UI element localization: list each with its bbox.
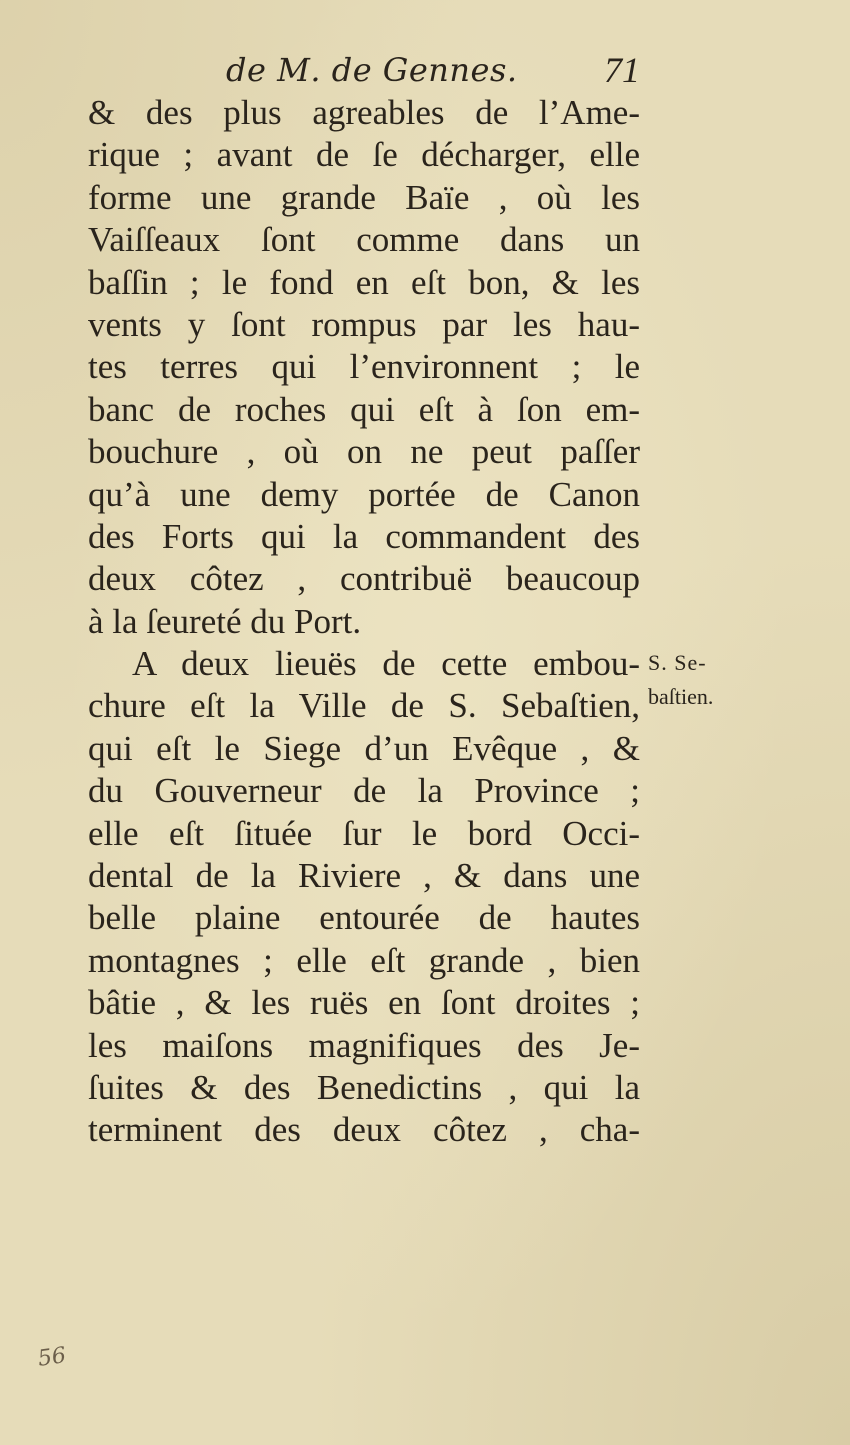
body-text <box>88 92 640 1152</box>
text-line: elle eſt ſituée ſur le bord Occi- <box>88 813 640 853</box>
paragraph-end-line: à la ſeureté du Port. <box>88 601 362 641</box>
text-line: banc de roches qui eſt à ſon em- <box>88 389 640 429</box>
page-number: 71 <box>604 50 640 90</box>
text-line: qu’à une demy portée de Canon <box>88 474 640 514</box>
marginal-note-line: baſtien. <box>648 684 714 709</box>
text-line: qui eſt le Siege d’un Evêque , & <box>88 728 640 768</box>
text-line: & des plus agreables de l’Ame- <box>88 93 640 132</box>
text-line: des Forts qui la commandent des <box>88 516 640 556</box>
marginal-note-line: S. Se- <box>648 650 707 675</box>
text-line: baſſin ; le fond en eſt bon, & les <box>88 262 640 302</box>
text-line: ſuites & des Benedictins , qui la <box>88 1067 640 1107</box>
text-line: bâtie , & les ruës en ſont droites ; <box>88 983 640 1023</box>
text-line: montagnes ; elle eſt grande , bien <box>88 940 640 980</box>
text-line: forme une grande Baïe , où les <box>88 177 640 217</box>
text-line: les maiſons magnifiques des Je- <box>88 1025 640 1065</box>
paragraph-start-line: A deux lieuës de cette embou- <box>132 644 640 684</box>
text-line: du Gouverneur de la Province ; <box>88 771 640 811</box>
text-line: rique ; avant de ſe décharger, elle <box>88 135 640 175</box>
text-line: bouchure , où on ne peut paſſer <box>88 432 640 472</box>
running-head <box>88 48 648 92</box>
running-title: de M. de Gennes. <box>226 51 518 89</box>
text-line: vents y ſont rompus par les hau- <box>88 304 640 344</box>
text-line: deux côtez , contribuë beaucoup <box>88 559 640 599</box>
handwritten-annotation: 56 <box>36 1343 68 1372</box>
text-line: chure eſt la Ville de S. Sebaſtien, <box>88 686 640 726</box>
marginal-note <box>648 646 744 714</box>
text-line: terminent des deux côtez , cha- <box>88 1110 640 1150</box>
text-line: tes terres qui l’environnent ; le <box>88 347 640 387</box>
text-line: dental de la Riviere , & dans une <box>88 856 640 896</box>
text-line: belle plaine entourée de hautes <box>88 898 640 938</box>
text-line: Vaiſſeaux ſont comme dans un <box>88 220 640 260</box>
